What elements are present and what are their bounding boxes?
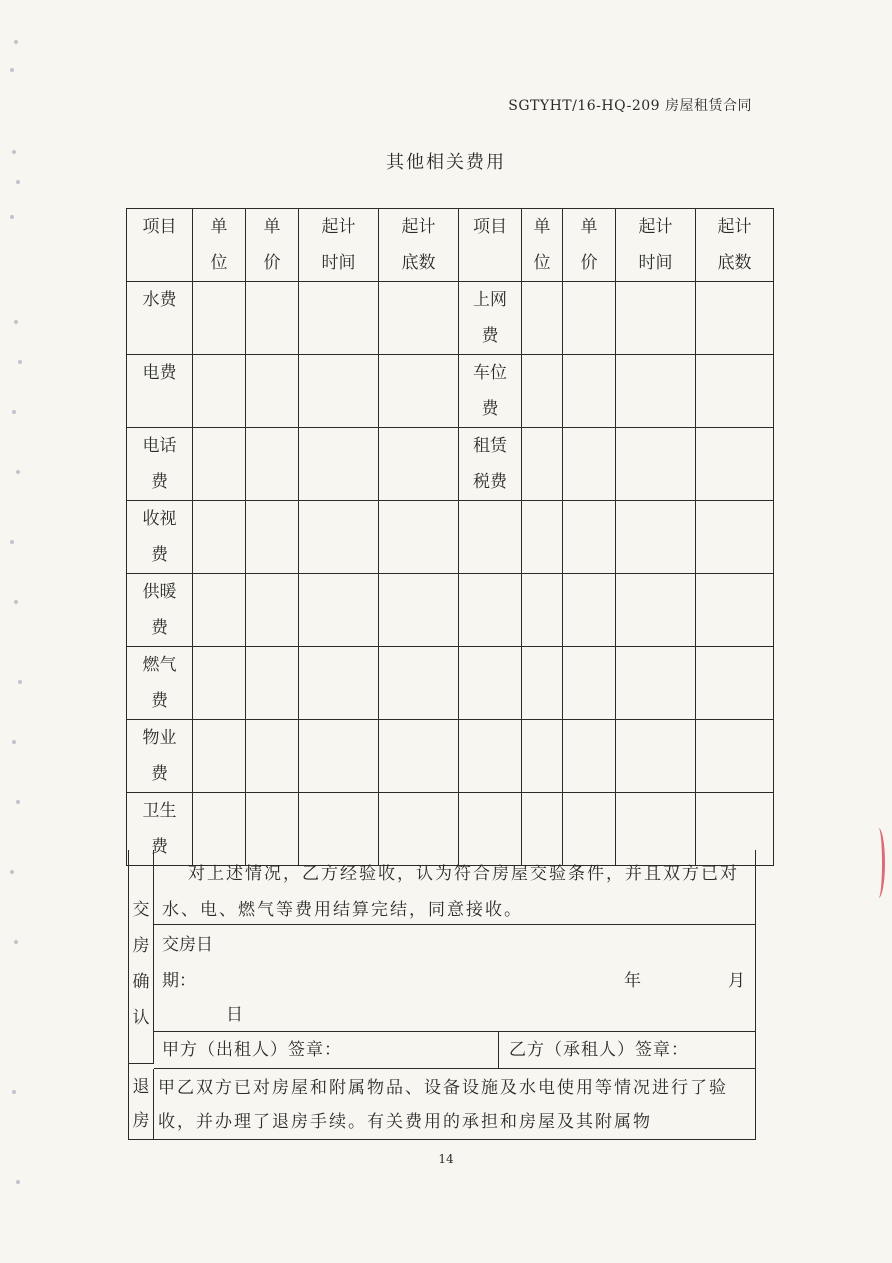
- table-cell: [522, 720, 563, 793]
- column-header-line: 时间: [638, 253, 673, 273]
- side-label-char: 认: [132, 1008, 150, 1028]
- column-header-line: 价: [263, 253, 281, 273]
- table-cell: [563, 647, 616, 720]
- table-cell: [616, 647, 696, 720]
- table-cell: [246, 720, 299, 793]
- table-row: [127, 720, 774, 793]
- table-cell: [193, 428, 246, 501]
- scan-speck: [10, 540, 14, 544]
- red-ink-mark: [872, 828, 885, 898]
- fee-item-label-line: 费: [151, 837, 168, 857]
- column-header: [563, 209, 616, 282]
- side-label-char: 房: [132, 936, 150, 956]
- table-cell: [299, 355, 379, 428]
- table-cell: [696, 282, 774, 355]
- party-a-signature: 甲方（出租人）签章：: [154, 1032, 499, 1068]
- fee-item-label-line: 上网: [473, 290, 507, 310]
- table-row: [127, 428, 774, 501]
- column-header-line: 起计: [321, 217, 356, 237]
- party-b-signature: 乙方（承租人）签章：: [499, 1032, 756, 1068]
- fee-item-label-line: 费: [481, 326, 499, 346]
- table-cell: [616, 282, 696, 355]
- fee-item-label: [127, 428, 193, 501]
- scan-speck: [16, 1180, 20, 1184]
- side-label-char: 交: [132, 900, 150, 920]
- column-header: [616, 209, 696, 282]
- column-header-line: 底数: [717, 253, 752, 273]
- table-cell: [246, 355, 299, 428]
- table-cell: [522, 428, 563, 501]
- fee-item-label: [127, 355, 193, 428]
- table-cell: [696, 720, 774, 793]
- table-row: [127, 501, 774, 574]
- table-cell: [299, 282, 379, 355]
- table-cell: [563, 720, 616, 793]
- table-cell: [379, 574, 459, 647]
- column-header: [379, 209, 459, 282]
- table-cell: [522, 647, 563, 720]
- column-header: [459, 209, 522, 282]
- table-cell: [193, 282, 246, 355]
- scan-speck: [10, 870, 14, 874]
- table-cell: [616, 428, 696, 501]
- scan-speck: [14, 320, 18, 324]
- fee-item-label: [127, 574, 193, 647]
- scan-speck: [16, 470, 20, 474]
- table-cell: [299, 428, 379, 501]
- table-cell: [193, 355, 246, 428]
- fee-item-label-line: 费: [151, 618, 168, 638]
- column-header-line: 项目: [142, 217, 177, 237]
- column-header-line: 价: [580, 253, 598, 273]
- scan-speck: [10, 68, 14, 72]
- fee-item-label: [127, 647, 193, 720]
- table-cell: [563, 428, 616, 501]
- scan-speck: [12, 740, 16, 744]
- table-cell: [299, 720, 379, 793]
- return-side-label: [129, 1069, 154, 1139]
- table-cell: [522, 574, 563, 647]
- signature-row: [154, 1032, 756, 1069]
- fee-item-label-line: 电费: [142, 363, 177, 383]
- scan-speck: [18, 680, 22, 684]
- table-cell: [522, 501, 563, 574]
- year-label: 年: [624, 971, 641, 991]
- column-header-line: 项目: [473, 217, 507, 237]
- fee-item-label-line: 电话: [142, 436, 177, 456]
- fee-item-label: [127, 282, 193, 355]
- table-cell: [246, 428, 299, 501]
- column-header-line: 单: [210, 217, 228, 237]
- document-header: SGTYHT/16-HQ-209 房屋租赁合同: [508, 98, 752, 114]
- table-cell: [616, 574, 696, 647]
- handover-date-block: [154, 925, 756, 1032]
- column-header-line: 位: [533, 253, 551, 273]
- scan-speck: [12, 1090, 16, 1094]
- table-cell: [696, 647, 774, 720]
- fee-item-label: [459, 428, 522, 501]
- fee-item-label: [459, 501, 522, 574]
- fee-item-label: [127, 720, 193, 793]
- column-header-line: 单: [580, 217, 598, 237]
- column-header-line: 单: [263, 217, 281, 237]
- table-cell: [522, 282, 563, 355]
- column-header-line: 时间: [321, 253, 356, 273]
- fee-item-label-line: 税费: [473, 472, 507, 492]
- table-cell: [696, 428, 774, 501]
- table-cell: [563, 282, 616, 355]
- side-label-char: 退: [132, 1077, 150, 1097]
- table-cell: [379, 647, 459, 720]
- fee-item-label: [127, 501, 193, 574]
- month-label: 月: [728, 971, 745, 991]
- fee-item-label-line: 燃气: [142, 655, 177, 675]
- fee-item-label-line: 卫生: [142, 801, 177, 821]
- table-cell: [193, 647, 246, 720]
- fee-item-label: [459, 647, 522, 720]
- column-header-line: 单: [533, 217, 551, 237]
- table-cell: [379, 355, 459, 428]
- handover-date-label-2: 期：: [162, 971, 196, 991]
- return-section: [128, 1069, 756, 1140]
- column-header-line: 位: [210, 253, 228, 273]
- fee-item-label-line: 费: [481, 399, 499, 419]
- table-cell: [299, 574, 379, 647]
- table-cell: [616, 720, 696, 793]
- table-cell: [563, 355, 616, 428]
- column-header-line: 起计: [717, 217, 752, 237]
- column-header: [246, 209, 299, 282]
- fee-table: [126, 208, 774, 866]
- column-header: [127, 209, 193, 282]
- table-row: [127, 282, 774, 355]
- scan-speck: [18, 360, 22, 364]
- handover-statement: 对上述情况，乙方经验收，认为符合房屋交验条件，并且双方已对水、电、燃气等费用结算完结，同意接收。: [154, 850, 756, 925]
- table-cell: [379, 282, 459, 355]
- column-header: [299, 209, 379, 282]
- table-cell: [246, 282, 299, 355]
- fee-item-label-line: 收视: [142, 509, 177, 529]
- table-row: [127, 647, 774, 720]
- table-cell: [246, 501, 299, 574]
- scan-speck: [14, 600, 18, 604]
- column-header-line: 起计: [638, 217, 673, 237]
- table-cell: [696, 574, 774, 647]
- table-cell: [563, 501, 616, 574]
- scan-speck: [12, 150, 16, 154]
- fee-item-label: [459, 355, 522, 428]
- scan-speck: [16, 800, 20, 804]
- scan-speck: [14, 940, 18, 944]
- column-header-line: 底数: [401, 253, 436, 273]
- fee-item-label-line: 供暖: [142, 582, 177, 602]
- side-label-char: 确: [132, 972, 150, 992]
- fee-item-label: [459, 720, 522, 793]
- table-cell: [299, 647, 379, 720]
- table-cell: [379, 428, 459, 501]
- fee-item-label-line: 费: [151, 545, 168, 565]
- handover-date-label: 交房日: [162, 935, 213, 955]
- table-cell: [379, 501, 459, 574]
- fee-item-label-line: 租赁: [473, 436, 507, 456]
- page-number: 14: [438, 1152, 454, 1166]
- table-cell: [379, 720, 459, 793]
- fee-item-label-line: 费: [151, 764, 168, 784]
- side-label-char: 房: [132, 1111, 150, 1131]
- table-cell: [696, 355, 774, 428]
- table-cell: [246, 647, 299, 720]
- handover-confirmation: [128, 850, 756, 1140]
- scan-speck: [16, 180, 20, 184]
- fee-item-label-line: 车位: [473, 363, 507, 383]
- scan-speck: [14, 40, 18, 44]
- fee-item-label-line: 水费: [142, 290, 177, 310]
- fee-item-label-line: 费: [151, 472, 168, 492]
- column-header: [522, 209, 563, 282]
- fee-item-label: [459, 574, 522, 647]
- section-title: 其他相关费用: [386, 152, 506, 173]
- table-cell: [616, 501, 696, 574]
- table-row: [127, 574, 774, 647]
- table-row: [127, 355, 774, 428]
- table-cell: [299, 501, 379, 574]
- table-cell: [563, 574, 616, 647]
- return-text: 甲乙双方已对房屋和附属物品、设备设施及水电使用等情况进行了验收，并办理了退房手续。有关费用的承担和房屋及其附属物: [154, 1069, 756, 1139]
- column-header-line: 起计: [401, 217, 436, 237]
- table-cell: [522, 355, 563, 428]
- handover-side-label: [129, 850, 154, 1064]
- table-cell: [193, 501, 246, 574]
- scan-speck: [10, 215, 14, 219]
- table-cell: [193, 574, 246, 647]
- table-cell: [696, 501, 774, 574]
- column-header: [696, 209, 774, 282]
- column-header: [193, 209, 246, 282]
- fee-item-label-line: 费: [151, 691, 168, 711]
- table-cell: [616, 355, 696, 428]
- scan-speck: [12, 410, 16, 414]
- fee-item-label-line: 物业: [142, 728, 177, 748]
- table-cell: [193, 720, 246, 793]
- table-cell: [246, 574, 299, 647]
- day-label: 日: [226, 1005, 243, 1025]
- fee-item-label: [459, 282, 522, 355]
